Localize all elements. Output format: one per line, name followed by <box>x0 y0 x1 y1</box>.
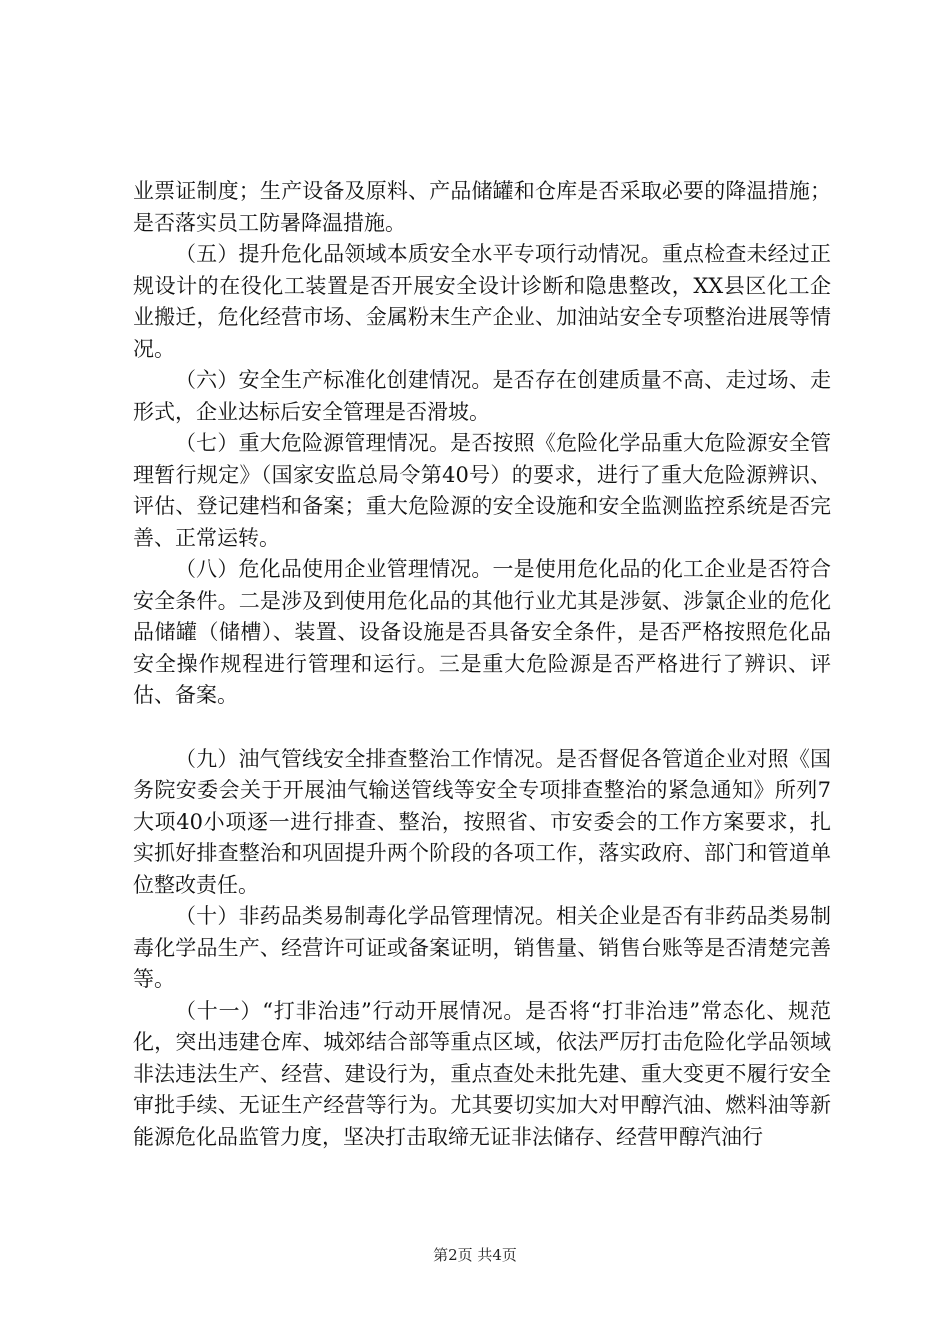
paragraph-section-5: （五）提升危化品领域本质安全水平专项行动情况。重点检查未经过正规设计的在役化工装置是否开展安全设计诊断和隐患整改，XX县区化工企业搬迁，危化经营市场、金属粉末生产企业、加油站安全专项整治进展等情况。 <box>133 242 831 361</box>
paragraph-section-6: （六）安全生产标准化创建情况。是否存在创建质量不高、走过场、走形式，企业达标后安全管理是否滑坡。 <box>133 368 831 424</box>
paragraph-section-9: （九）油气管线安全排查整治工作情况。是否督促各管道企业对照《国务院安委会关于开展油气输送管线等安全专项排查整治的紧急通知》所列7大项40小项逐一进行排查、整治，按照省、市安委会的工作方案要求，扎实抓好排查整治和巩固提升两个阶段的各项工作，落实政府、部门和管道单位整改责任。 <box>133 746 831 897</box>
document-body <box>133 176 831 1153</box>
paragraph-continuation: 业票证制度；生产设备及原料、产品储罐和仓库是否采取必要的降温措施；是否落实员工防暑降温措施。 <box>133 179 831 235</box>
paragraph-section-10: （十）非药品类易制毒化学品管理情况。相关企业是否有非药品类易制毒化学品生产、经营许可证或备案证明，销售量、销售台账等是否清楚完善等。 <box>133 904 831 991</box>
paragraph-section-7: （七）重大危险源管理情况。是否按照《危险化学品重大危险源安全管理暂行规定》（国家安监总局令第40号）的要求，进行了重大危险源辨识、评估、登记建档和备案；重大危险源的安全设施和安全监测监控系统是否完善、正常运转。 <box>133 431 831 550</box>
paragraph-section-8: （八）危化品使用企业管理情况。一是使用危化品的化工企业是否符合安全条件。二是涉及到使用危化品的其他行业尤其是涉氨、涉氯企业的危化品储罐（储槽）、装置、设备设施是否具备安全条件，是否严格按照危化品安全操作规程进行管理和运行。三是重大危险源是否严格进行了辨识、评估、备案。 <box>133 557 831 707</box>
page-footer <box>0 1245 950 1265</box>
paragraph-section-11: （十一）“打非治违”行动开展情况。是否将“打非治违”常态化、规范化，突出违建仓库、城郊结合部等重点区域，依法严厉打击危险化学品领域非法违法生产、经营、建设行为，重点查处未批先建、重大变更不履行安全审批手续、无证生产经营等行为。尤其要切实加大对甲醇汽油、燃料油等新能源危化品监管力度，坚决打击取缔无证非法储存、经营甲醇汽油行 <box>133 998 831 1149</box>
page-number-label: 第2页 共4页 <box>433 1246 517 1264</box>
